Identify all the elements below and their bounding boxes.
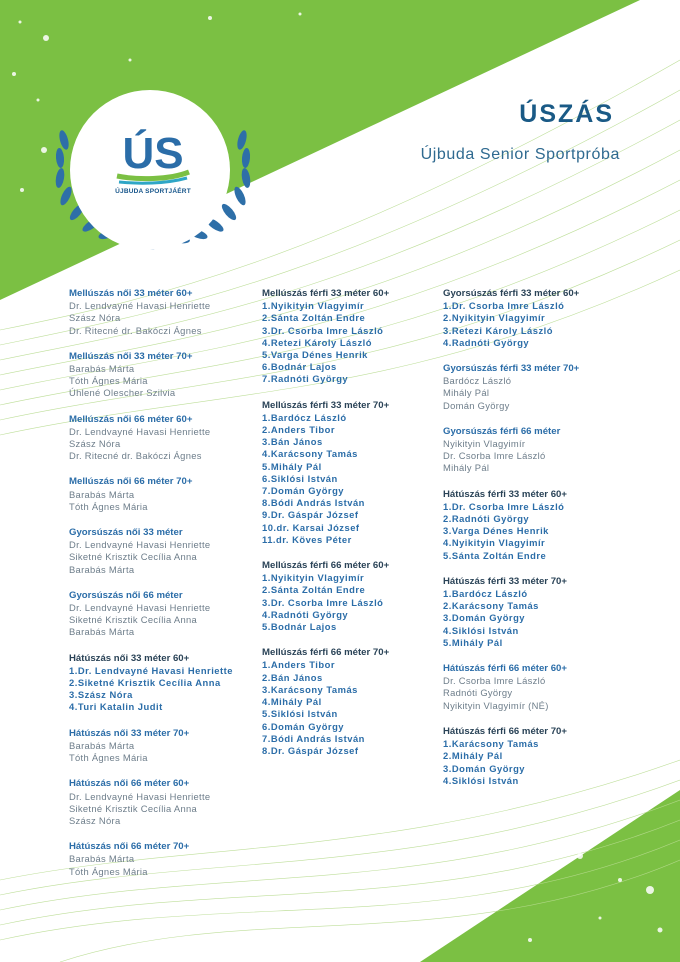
result-group xyxy=(262,288,462,386)
competitor-name: 3.Dr. Csorba Imre László xyxy=(262,324,384,336)
event-title: Mellúszás női 33 méter 70+ xyxy=(69,350,193,362)
competitor-name: 9.Dr. Gáspár József xyxy=(262,509,359,521)
competitor-name: 5.Sánta Zoltán Endre xyxy=(443,549,547,561)
competitor-name: 6.Siklósi István xyxy=(262,472,338,484)
competitor-name: 2.Sánta Zoltán Endre xyxy=(262,584,366,596)
event-title: Hátúszás férfi 66 méter 70+ xyxy=(443,725,567,737)
result-group xyxy=(69,351,269,400)
competitor-name: 2.Anders Tibor xyxy=(262,424,335,436)
competitor-name: 5.Varga Dénes Henrik xyxy=(262,349,368,361)
event-title: Hátúszás férfi 66 méter 60+ xyxy=(443,663,567,675)
competitor-name: 3.Karácsony Tamás xyxy=(262,683,358,695)
event-title: Gyorsúszás női 66 méter xyxy=(69,589,183,601)
competitor-name: 11.dr. Köves Péter xyxy=(262,533,352,545)
event-title: Mellúszás női 66 méter 60+ xyxy=(69,413,193,425)
event-title: Hátúszás női 66 méter 60+ xyxy=(69,778,190,790)
results-column-3 xyxy=(443,288,643,801)
competitor-name: Barabás Márta xyxy=(69,363,135,375)
result-group xyxy=(69,653,269,714)
competitor-name: Tóth Ágnes Mária xyxy=(69,752,148,764)
competitor-name: 2.Sánta Zoltán Endre xyxy=(262,312,366,324)
logo-mark-text: ÚS xyxy=(122,129,184,178)
result-group xyxy=(69,527,269,576)
competitor-name: Dr. Lendvayné Havasi Henriette xyxy=(69,425,211,437)
competitor-name: Dr. Ritecné dr. Bakóczi Ágnes xyxy=(69,450,202,462)
competitor-name: 5.Bodnár Lajos xyxy=(262,621,337,633)
competitor-name: 3.Bán János xyxy=(262,436,323,448)
result-group xyxy=(69,728,269,765)
competitor-name: 8.Dr. Gáspár József xyxy=(262,744,359,756)
competitor-name: 3.Szász Nóra xyxy=(69,689,133,701)
result-group xyxy=(69,590,269,639)
event-title: Gyorsúszás férfi 66 méter xyxy=(443,425,561,437)
competitor-name: 2.Bán János xyxy=(262,671,323,683)
competitor-name: 4.Mihály Pál xyxy=(262,696,322,708)
competitor-name: 7.Domán György xyxy=(262,485,345,497)
competitor-name: Nyikityin Vlagyimír (NÉ) xyxy=(443,699,549,711)
competitor-name: 10.dr. Karsai József xyxy=(262,521,360,533)
competitor-name: Barabás Márta xyxy=(69,488,135,500)
competitor-name: Dr. Ritecné dr. Bakóczi Ágnes xyxy=(69,324,202,336)
result-group xyxy=(443,726,643,787)
results-column-2 xyxy=(262,288,462,771)
us-logo-mark xyxy=(103,120,203,186)
result-group xyxy=(69,778,269,827)
event-title: Mellúszás női 66 méter 70+ xyxy=(69,476,193,488)
competitor-name: 6.Domán György xyxy=(262,720,345,732)
competitor-name: Tóth Ágnes Mária xyxy=(69,865,148,877)
competitor-name: 4.Nyikityin Vlagyimír xyxy=(443,537,546,549)
competitor-name: Bardócz László xyxy=(443,375,512,387)
result-group xyxy=(69,414,269,463)
competitor-name: 5.Siklósi István xyxy=(262,708,338,720)
event-title: Hátúszás férfi 33 méter 70+ xyxy=(443,575,567,587)
competitor-name: 4.Siklósi István xyxy=(443,774,519,786)
competitor-name: Barabás Márta xyxy=(69,563,135,575)
competitor-name: 3.Dr. Csorba Imre László xyxy=(262,596,384,608)
ujbuda-logo xyxy=(103,120,203,210)
competitor-name: 4.Karácsony Tamás xyxy=(262,448,358,460)
competitor-name: 4.Turi Katalin Judit xyxy=(69,701,163,713)
green-bottom-band xyxy=(420,790,680,962)
results-column-1 xyxy=(69,288,269,892)
competitor-name: Siketné Krisztik Cecília Anna xyxy=(69,551,198,563)
competitor-name: 4.Radnóti György xyxy=(443,336,530,348)
result-group xyxy=(443,363,643,412)
competitor-name: 4.Retezi Károly László xyxy=(262,336,372,348)
competitor-name: Dr. Lendvayné Havasi Henriette xyxy=(69,539,211,551)
competitor-name: Dr. Lendvayné Havasi Henriette xyxy=(69,602,211,614)
competitor-name: 1.Dr. Csorba Imre László xyxy=(443,500,565,512)
competitor-name: 4.Siklósi István xyxy=(443,624,519,636)
competitor-name: 3.Domán György xyxy=(443,762,526,774)
competitor-name: Tóth Ágnes Mária xyxy=(69,500,148,512)
competitor-name: Szász Nóra xyxy=(69,814,121,826)
competitor-name: Domán György xyxy=(443,399,510,411)
event-title: Gyorsúszás férfi 33 méter 70+ xyxy=(443,363,580,375)
result-group xyxy=(443,426,643,475)
competitor-name: Szász Nóra xyxy=(69,438,121,450)
competitor-name: 7.Radnóti György xyxy=(262,373,349,385)
competitor-name: 2.Siketné Krisztik Cecília Anna xyxy=(69,677,221,689)
competitor-name: Mihály Pál xyxy=(443,462,490,474)
competitor-name: 1.Bardócz László xyxy=(262,411,347,423)
competitor-name: 4.Radnóti György xyxy=(262,608,349,620)
event-title: Gyorsúszás női 33 méter xyxy=(69,527,183,539)
competitor-name: 2.Nyikityin Vlagyimír xyxy=(443,312,546,324)
competitor-name: Nyikityin Vlagyimír xyxy=(443,438,526,450)
event-title: Hátúszás női 66 méter 70+ xyxy=(69,841,190,853)
competitor-name: Dr. Lendvayné Havasi Henriette xyxy=(69,790,211,802)
result-group xyxy=(262,560,462,633)
event-title: Hátúszás női 33 méter 70+ xyxy=(69,727,190,739)
result-group xyxy=(69,288,269,337)
event-title: Mellúszás férfi 33 méter 60+ xyxy=(262,288,390,299)
competitor-name: Dr. Csorba Imre László xyxy=(443,675,546,687)
logo-text: ÚJBUDA SPORTJÁÉRT xyxy=(115,188,191,195)
competitor-name: 1.Bardócz László xyxy=(443,588,528,600)
competitor-name: Úhlené Olescher Szilvia xyxy=(69,387,176,399)
competitor-name: 6.Bodnár Lajos xyxy=(262,361,337,373)
competitor-name: 3.Retezi Károly László xyxy=(443,324,553,336)
competitor-name: Barabás Márta xyxy=(69,853,135,865)
result-group xyxy=(69,476,269,513)
competitor-name: 1.Dr. Lendvayné Havasi Henriette xyxy=(69,664,233,676)
competitor-name: 5.Mihály Pál xyxy=(443,636,503,648)
result-group xyxy=(443,576,643,649)
competitor-name: 2.Radnóti György xyxy=(443,513,530,525)
competitor-name: 2.Mihály Pál xyxy=(443,750,503,762)
result-group xyxy=(262,647,462,757)
event-title: Hátúszás női 33 méter 60+ xyxy=(69,652,190,664)
competitor-name: 1.Nyikityin Vlagyimír xyxy=(262,300,365,312)
competitor-name: Siketné Krisztik Cecília Anna xyxy=(69,614,198,626)
result-group xyxy=(69,841,269,878)
result-group xyxy=(262,400,462,546)
result-group xyxy=(443,489,643,562)
competitor-name: Dr. Lendvayné Havasi Henriette xyxy=(69,300,211,312)
competitor-name: 2.Karácsony Tamás xyxy=(443,600,539,612)
competitor-name: Siketné Krisztik Cecília Anna xyxy=(69,802,198,814)
competitor-name: 5.Mihály Pál xyxy=(262,460,322,472)
event-title: Gyorsúszás férfi 33 méter 60+ xyxy=(443,288,580,299)
event-title: Hátúszás férfi 33 méter 60+ xyxy=(443,488,567,500)
competitor-name: 3.Varga Dénes Henrik xyxy=(443,525,549,537)
result-group xyxy=(443,288,643,349)
competitor-name: 1.Anders Tibor xyxy=(262,659,335,671)
competitor-name: Radnóti György xyxy=(443,687,513,699)
competitor-name: 1.Karácsony Tamás xyxy=(443,738,539,750)
result-group xyxy=(443,663,643,712)
page-subtitle: Újbuda Senior Sportpróba xyxy=(420,146,620,163)
event-title: Mellúszás férfi 66 méter 70+ xyxy=(262,647,390,659)
competitor-name: Barabás Márta xyxy=(69,626,135,638)
page-title: ÚSZÁS xyxy=(519,100,614,128)
competitor-name: 3.Domán György xyxy=(443,612,526,624)
competitor-name: 8.Bódi András István xyxy=(262,497,365,509)
event-title: Mellúszás női 33 méter 60+ xyxy=(69,288,193,299)
event-title: Mellúszás férfi 66 méter 60+ xyxy=(262,560,390,572)
competitor-name: Tóth Ágnes Mária xyxy=(69,375,148,387)
competitor-name: Mihály Pál xyxy=(443,387,490,399)
competitor-name: 1.Nyikityin Vlagyimír xyxy=(262,572,365,584)
competitor-name: 1.Dr. Csorba Imre László xyxy=(443,300,565,312)
competitor-name: Dr. Csorba Imre László xyxy=(443,450,546,462)
competitor-name: 7.Bódi András István xyxy=(262,732,365,744)
event-title: Mellúszás férfi 33 méter 70+ xyxy=(262,399,390,411)
competitor-name: Barabás Márta xyxy=(69,739,135,751)
competitor-name: Szász Nóra xyxy=(69,312,121,324)
